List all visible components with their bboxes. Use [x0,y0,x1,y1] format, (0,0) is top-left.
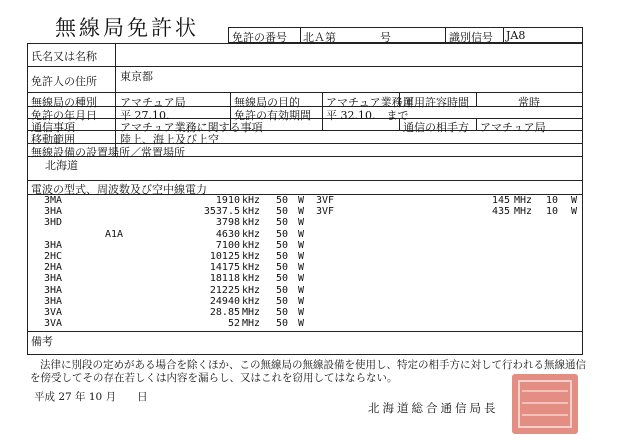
emission-frequency-unit: kHz [242,273,261,285]
station-type-value: アマチュア局 [120,96,186,109]
emission-power-unit: W [298,273,305,285]
emission-frequency-unit: kHz [242,228,261,240]
emission-frequency-unit: kHz [242,239,261,251]
emission-type: 3HA [44,284,63,296]
emission-power: 50 [275,262,288,274]
move-range-value: 陸上、海上及び上空 [120,133,219,146]
emission-frequency: 4630 [215,228,240,240]
emission-frequency-unit: MHz [514,195,533,206]
emission-type: A1A [105,228,124,240]
emission-power: 50 [275,251,288,262]
emission-power: 50 [275,284,288,296]
license-number-value: 北Ａ第 号 [303,31,391,44]
call-sign-label: 識別信号 [449,31,493,44]
emission-frequency: 21225 [209,284,240,296]
emission-frequency: 435 [491,206,510,218]
emission-frequency: 145 [491,195,510,206]
address-value: 東京都 [120,70,153,83]
emission-type: 2HA [44,262,63,274]
emission-type: 3VA [44,307,63,318]
license-date-value: 平 27.10. [120,109,170,122]
emission-power-unit: W [298,295,305,307]
emission-power-unit: W [298,206,305,218]
move-range-label: 移動範囲 [31,133,75,146]
issue-date: 平成 27 年 10 月 日 [34,391,148,403]
emission-type: 3HA [44,295,63,307]
emission-type: 3VA [44,318,63,330]
emission-power-unit: W [571,195,578,206]
emission-frequency-unit: kHz [242,284,261,296]
emission-power-unit: W [571,206,578,218]
emission-frequency: 18118 [209,273,240,285]
emission-power: 50 [275,228,288,240]
emission-power: 50 [275,217,288,229]
emission-frequency: 1910 [215,195,240,206]
validity-label: 免許の有効期間 [234,109,311,122]
emission-power-unit: W [298,195,305,206]
counterpart-value: アマチュア局 [480,121,546,134]
notice-line-1: 法律に別段の定めがある場合を除くほか、この無線局の無線設備を使用し、特定の相手方に対して行われる無線通信 [40,359,586,371]
emission-power: 50 [275,206,288,218]
emission-frequency-unit: kHz [242,206,261,218]
emission-type: 3HD [44,217,63,229]
emission-power-unit: W [298,262,305,274]
emission-type: 3HA [44,273,63,285]
issuer-name: 北海道総合通信局長 [368,401,499,415]
emission-power: 50 [275,273,288,285]
emission-frequency-unit: kHz [242,262,261,274]
emission-type: 2HC [44,251,63,262]
station-type-label: 無線局の種別 [31,96,97,109]
emission-frequency-unit: kHz [242,251,261,262]
purpose-label: 無線局の目的 [234,96,300,109]
license-number-label: 免許の番号 [232,31,287,44]
call-sign-value: JA8 [506,29,526,42]
emission-power: 50 [275,318,288,330]
emission-power: 50 [275,195,288,206]
emission-power-unit: W [298,251,305,262]
name-label: 氏名又は名称 [31,50,97,63]
emission-power: 10 [545,195,558,206]
emission-power: 10 [545,206,558,218]
validity-value: 平 32.10. まで [326,109,409,122]
remarks-label: 備考 [31,335,53,348]
emission-frequency: 3537.5 [203,206,240,218]
license-date-label: 免許の年月日 [31,109,97,122]
emission-type: 3HA [44,206,63,218]
emission-frequency-unit: MHz [514,206,533,218]
comm-matters-value: アマチュア業務に関する事項 [120,121,263,134]
emission-power-unit: W [298,284,305,296]
emission-frequency-unit: MHz [242,318,261,330]
emission-power: 50 [275,307,288,318]
emission-label: 電波の型式、周波数及び空中線電力 [31,183,207,196]
emission-frequency-unit: kHz [242,295,261,307]
emission-type: 3VF [316,206,335,218]
emission-frequency: 14175 [209,262,240,274]
emission-frequency: 24940 [209,295,240,307]
emission-frequency: 10125 [209,251,240,262]
op-hours-value: 常時 [518,96,540,109]
emission-type: 3HA [44,239,63,251]
emission-power-unit: W [298,228,305,240]
emission-power: 50 [275,239,288,251]
emission-type: 3MA [44,195,63,206]
page-title: 無線局免許状 [55,16,199,40]
official-seal [512,374,578,434]
emission-frequency-unit: kHz [242,217,261,229]
emission-frequency: 52 [227,318,240,330]
purpose-value: アマチュア業務用 [326,96,414,109]
emission-power-unit: W [298,217,305,229]
emission-type: 3VF [316,195,335,206]
location-label: 無線設備の設置場所／常置場所 [31,146,185,159]
location-value: 北海道 [45,159,78,172]
notice-line-2: を傍受してその存在若しくは内容を漏らし、又はこれを窃用してはならない。 [30,372,398,384]
op-hours-label: 運用許容時間 [403,96,469,109]
emission-frequency: 3798 [215,217,240,229]
comm-matters-label: 通信事項 [31,121,75,134]
emission-power-unit: W [298,239,305,251]
emission-power: 50 [275,295,288,307]
emission-frequency: 7100 [215,239,240,251]
emission-frequency: 28.85 [209,307,240,318]
emission-frequency-unit: MHz [242,307,261,318]
emission-frequency-unit: kHz [242,195,261,206]
counterpart-label: 通信の相手方 [403,121,469,134]
emission-power-unit: W [298,307,305,318]
emission-power-unit: W [298,318,305,330]
address-label: 免許人の住所 [31,75,97,88]
